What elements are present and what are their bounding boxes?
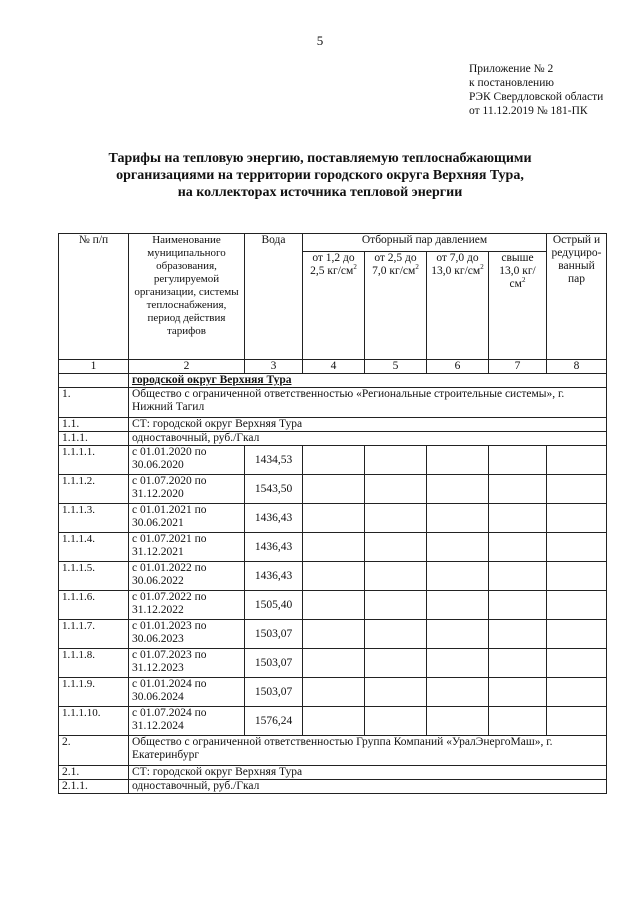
column-number: 8 bbox=[547, 360, 607, 374]
appendix-line: от 11.12.2019 № 181-ПК bbox=[469, 105, 588, 117]
column-number: 6 bbox=[427, 360, 489, 374]
tariff-empty-cell bbox=[489, 649, 547, 678]
tariff-empty-cell bbox=[427, 707, 489, 736]
tariff-code: 1.1.1.6. bbox=[59, 591, 129, 620]
tariff-code: 1.1.1.5. bbox=[59, 562, 129, 591]
rate-type-name: одноставочный, руб./Гкал bbox=[129, 780, 607, 794]
tariff-row bbox=[59, 707, 607, 736]
tariff-row bbox=[59, 678, 607, 707]
tariff-code: 1.1.1.1. bbox=[59, 446, 129, 475]
rate-type-code: 1.1.1. bbox=[59, 432, 129, 446]
system-name: СТ: городской округ Верхняя Тура bbox=[129, 766, 607, 780]
tariff-empty-cell bbox=[427, 649, 489, 678]
tariff-water-value: 1576,24 bbox=[245, 707, 303, 736]
appendix-line: РЭК Свердловской области bbox=[469, 91, 604, 103]
district-code-cell bbox=[59, 374, 129, 388]
header-steam-group: Отборный пар давлением bbox=[303, 234, 547, 252]
title-line: на коллекторах источника тепловой энергии bbox=[177, 185, 463, 200]
tariff-period: с 01.07.2021 по 31.12.2021 bbox=[129, 533, 245, 562]
tariff-empty-cell bbox=[365, 504, 427, 533]
tariff-row bbox=[59, 504, 607, 533]
tariff-water-value: 1505,40 bbox=[245, 591, 303, 620]
header-pressure-4: свыше 13,0 $кг/см^2$ bbox=[489, 252, 547, 360]
tariff-empty-cell bbox=[489, 678, 547, 707]
tariff-empty-cell bbox=[365, 678, 427, 707]
tariff-empty-cell bbox=[365, 533, 427, 562]
header-name: Наименование муниципального образования, регулируемой организации, системы теплоснабжения, период действия тарифов bbox=[129, 234, 245, 360]
tariff-row bbox=[59, 446, 607, 475]
tariff-empty-cell bbox=[547, 707, 607, 736]
tariff-empty-cell bbox=[303, 591, 365, 620]
district-name: городской округ Верхняя Тура bbox=[129, 374, 607, 388]
tariff-empty-cell bbox=[547, 504, 607, 533]
tariff-empty-cell bbox=[365, 591, 427, 620]
org-name: Общество с ограниченной ответственностью Группа Компаний «УралЭнергоМаш», г. Екатеринбург bbox=[129, 736, 607, 766]
tariff-row bbox=[59, 591, 607, 620]
appendix-reference bbox=[469, 62, 603, 118]
page-number: 5 bbox=[316, 33, 324, 48]
tariff-empty-cell bbox=[489, 475, 547, 504]
tariff-empty-cell bbox=[489, 504, 547, 533]
column-number: 3 bbox=[245, 360, 303, 374]
tariff-empty-cell bbox=[489, 562, 547, 591]
tariff-empty-cell bbox=[365, 562, 427, 591]
tariff-empty-cell bbox=[547, 533, 607, 562]
tariff-empty-cell bbox=[547, 475, 607, 504]
header-water: Вода bbox=[245, 234, 303, 360]
tariff-empty-cell bbox=[303, 562, 365, 591]
tariff-period: с 01.01.2024 по 30.06.2024 bbox=[129, 678, 245, 707]
tariff-water-value: 1503,07 bbox=[245, 678, 303, 707]
tariff-water-value: 1436,43 bbox=[245, 562, 303, 591]
tariff-empty-cell bbox=[427, 533, 489, 562]
column-number: 5 bbox=[365, 360, 427, 374]
tariff-period: с 01.01.2020 по 30.06.2020 bbox=[129, 446, 245, 475]
org-code: 2. bbox=[59, 736, 129, 766]
tariff-empty-cell bbox=[427, 562, 489, 591]
tariff-empty-cell bbox=[547, 678, 607, 707]
tariff-code: 1.1.1.3. bbox=[59, 504, 129, 533]
tariff-empty-cell bbox=[489, 707, 547, 736]
tariff-empty-cell bbox=[489, 591, 547, 620]
tariff-row bbox=[59, 475, 607, 504]
tariff-water-value: 1436,43 bbox=[245, 533, 303, 562]
tariff-code: 1.1.1.9. bbox=[59, 678, 129, 707]
tariff-empty-cell bbox=[489, 620, 547, 649]
tariff-empty-cell bbox=[427, 475, 489, 504]
system-code: 2.1. bbox=[59, 766, 129, 780]
tariff-empty-cell bbox=[547, 562, 607, 591]
tariff-empty-cell bbox=[547, 446, 607, 475]
tariff-code: 1.1.1.8. bbox=[59, 649, 129, 678]
tariff-empty-cell bbox=[547, 620, 607, 649]
tariff-water-value: 1434,53 bbox=[245, 446, 303, 475]
tariff-empty-cell bbox=[365, 620, 427, 649]
tariff-period: с 01.01.2023 по 30.06.2023 bbox=[129, 620, 245, 649]
appendix-line: к постановлению bbox=[469, 77, 554, 89]
header-num: № п/п bbox=[59, 234, 129, 360]
rate-type-code: 2.1.1. bbox=[59, 780, 129, 794]
tariff-empty-cell bbox=[489, 533, 547, 562]
header-pressure-2: от 2,5 до 7,0 $кг/см^2$ bbox=[365, 252, 427, 360]
tariff-empty-cell bbox=[303, 678, 365, 707]
system-code: 1.1. bbox=[59, 418, 129, 432]
tariff-empty-cell bbox=[303, 707, 365, 736]
tariff-row bbox=[59, 533, 607, 562]
tariff-code: 1.1.1.4. bbox=[59, 533, 129, 562]
org-code: 1. bbox=[59, 388, 129, 418]
tariff-empty-cell bbox=[547, 591, 607, 620]
tariff-period: с 01.07.2022 по 31.12.2022 bbox=[129, 591, 245, 620]
tariff-empty-cell bbox=[303, 475, 365, 504]
column-number: 1 bbox=[59, 360, 129, 374]
header-pressure-3: от 7,0 до 13,0 $кг/см^2$ bbox=[427, 252, 489, 360]
header-pressure-1: от 1,2 до 2,5 $кг/см^2$ bbox=[303, 252, 365, 360]
tariff-code: 1.1.1.10. bbox=[59, 707, 129, 736]
tariff-code: 1.1.1.2. bbox=[59, 475, 129, 504]
column-number: 4 bbox=[303, 360, 365, 374]
tariff-empty-cell bbox=[303, 533, 365, 562]
document-title bbox=[60, 150, 580, 201]
header-sharp-steam: Острый и редуциро-ванный пар bbox=[547, 234, 607, 360]
title-line: Тарифы на тепловую энергию, поставляемую теплоснабжающими bbox=[108, 151, 532, 166]
tariff-water-value: 1503,07 bbox=[245, 620, 303, 649]
tariff-empty-cell bbox=[365, 707, 427, 736]
tariff-water-value: 1543,50 bbox=[245, 475, 303, 504]
tariff-row bbox=[59, 649, 607, 678]
tariff-empty-cell bbox=[427, 591, 489, 620]
tariff-empty-cell bbox=[303, 620, 365, 649]
tariff-period: с 01.07.2020 по 31.12.2020 bbox=[129, 475, 245, 504]
tariff-empty-cell bbox=[547, 649, 607, 678]
tariff-empty-cell bbox=[303, 649, 365, 678]
tariff-period: с 01.07.2023 по 31.12.2023 bbox=[129, 649, 245, 678]
tariff-empty-cell bbox=[365, 649, 427, 678]
tariff-period: с 01.01.2022 по 30.06.2022 bbox=[129, 562, 245, 591]
tariff-empty-cell bbox=[427, 504, 489, 533]
rate-type-name: одноставочный, руб./Гкал bbox=[129, 432, 607, 446]
title-line: организациями на территории городского округа Верхняя Тура, bbox=[116, 168, 524, 183]
system-name: СТ: городской округ Верхняя Тура bbox=[129, 418, 607, 432]
tariff-empty-cell bbox=[303, 504, 365, 533]
column-number: 2 bbox=[129, 360, 245, 374]
tariff-water-value: 1436,43 bbox=[245, 504, 303, 533]
column-number: 7 bbox=[489, 360, 547, 374]
tariff-period: с 01.01.2021 по 30.06.2021 bbox=[129, 504, 245, 533]
tariff-row bbox=[59, 562, 607, 591]
tariff-empty-cell bbox=[365, 446, 427, 475]
tariff-empty-cell bbox=[303, 446, 365, 475]
tariff-period: с 01.07.2024 по 31.12.2024 bbox=[129, 707, 245, 736]
tariff-row bbox=[59, 620, 607, 649]
tariff-empty-cell bbox=[427, 678, 489, 707]
appendix-line: Приложение № 2 bbox=[469, 63, 554, 75]
tariff-empty-cell bbox=[365, 475, 427, 504]
tariff-table bbox=[58, 233, 607, 794]
tariff-empty-cell bbox=[427, 446, 489, 475]
tariff-empty-cell bbox=[489, 446, 547, 475]
tariff-water-value: 1503,07 bbox=[245, 649, 303, 678]
tariff-code: 1.1.1.7. bbox=[59, 620, 129, 649]
tariff-empty-cell bbox=[427, 620, 489, 649]
org-name: Общество с ограниченной ответственностью «Региональные строительные системы», г. Нижний Тагил bbox=[129, 388, 607, 418]
